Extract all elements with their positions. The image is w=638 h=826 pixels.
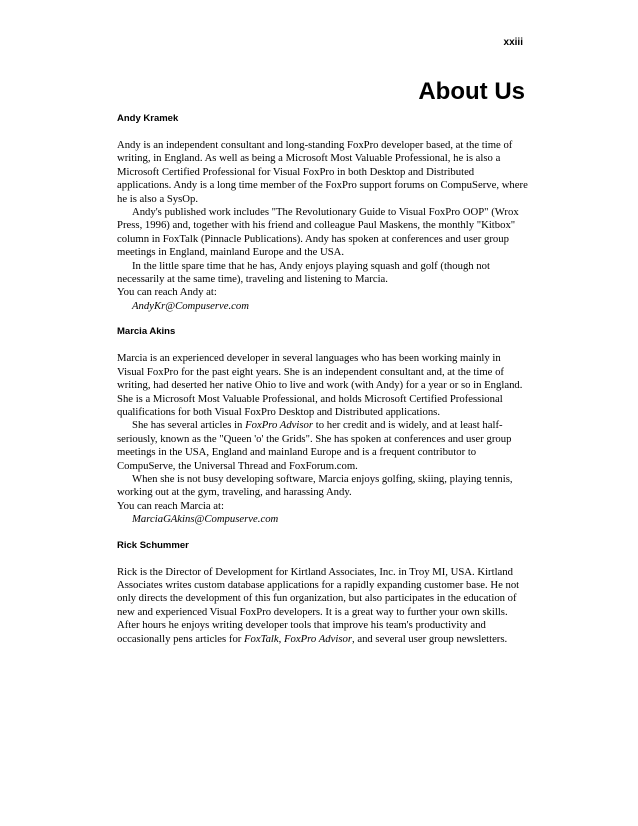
reach-label: You can reach Marcia at: <box>117 499 224 512</box>
publication-title: FoxTalk <box>244 632 279 645</box>
bio-paragraph: Marcia is an experienced developer in several languages who has been working mainly in Visual FoxPro for the past eight years. She is an independent consultant and, at the time of writing, had deserted her native Ohio to live and work (with Andy) for a year or so in England. She is a Microsoft Most Valuable Professional, and holds Microsoft Certified Professional qualifications for both Visual FoxPro Desktop and Distributed applications. <box>117 352 523 418</box>
reach-label: You can reach Andy at: <box>117 286 217 299</box>
page-number: xxiii <box>503 37 523 48</box>
bio-paragraph: When she is not busy developing software, Marcia enjoys golfing, skiing, playing tennis, working out at the gym, traveling, and harassing Andy. <box>117 472 513 499</box>
author-name: Marcia Akins <box>117 326 176 338</box>
author-section-rick <box>117 540 529 646</box>
text-run: She has several articles in <box>132 419 246 432</box>
author-section-andy <box>117 113 529 313</box>
publication-title: FoxPro Advisor <box>245 419 314 432</box>
bio-paragraph <box>117 419 529 473</box>
section-gap <box>117 527 529 540</box>
author-name: Andy Kramek <box>117 113 179 124</box>
section-gap <box>117 313 529 326</box>
bio-paragraph: Andy is an independent consultant and long-standing FoxPro developer based, at the time of writing, in England. As well as being a Microsoft Most Valuable Professional, he is also a Microsoft Certified Professional for Visual FoxPro in both Desktop and Distributed applications. Andy is a long time member of the FoxPro support forums on CompuServe, where he is also a SysOp. <box>117 139 528 205</box>
bio-paragraph <box>117 566 529 646</box>
email-address: MarciaGAkins@Compuserve.com <box>132 513 279 526</box>
publication-title: FoxPro Advisor <box>284 632 352 645</box>
text-run: , <box>278 632 284 645</box>
bio-paragraph: Andy's published work includes "The Revolutionary Guide to Visual FoxPro OOP" (Wrox Press, 1996) and, together with his friend and colleague Paul Maskens, the monthly "Kitbox" column in FoxTalk (Pinnacle Publications). Andy has spoken at conferences and user group meetings in England, mainland Europe and the USA. <box>117 206 519 259</box>
page-content <box>117 113 529 646</box>
text-run: to her credit and is widely, and at least half-seriously, known as the "Queen 'o' the Grids". She has spoken at conferences and user group meetings in the USA, England and mainland Europe and is a frequent contributor to CompuServe, the Universal Thread and FoxForum.com. <box>117 419 512 472</box>
author-name: Rick Schummer <box>117 539 189 551</box>
page-title: About Us <box>418 78 525 105</box>
text-run: Rick is the Director of Development for Kirtland Associates, Inc. in Troy MI, USA. Kirtland Associates writes custom database applications for a rapidly expanding customer base. He not only directs the development of this fun organization, but also participates in the education of new and experienced Visual FoxPro developers. It is a great way to further your own skills. After hours he enjoys writing developer tools that improve his team's productivity and occasionally pens articles for <box>117 565 520 645</box>
author-section-marcia <box>117 326 529 526</box>
bio-paragraph: In the little spare time that he has, Andy enjoys playing squash and golf (though not necessarily at the same time), traveling and listening to Marcia. <box>117 259 490 286</box>
text-run: , and several user group newsletters. <box>351 632 508 645</box>
email-address: AndyKr@Compuserve.com <box>132 299 249 312</box>
